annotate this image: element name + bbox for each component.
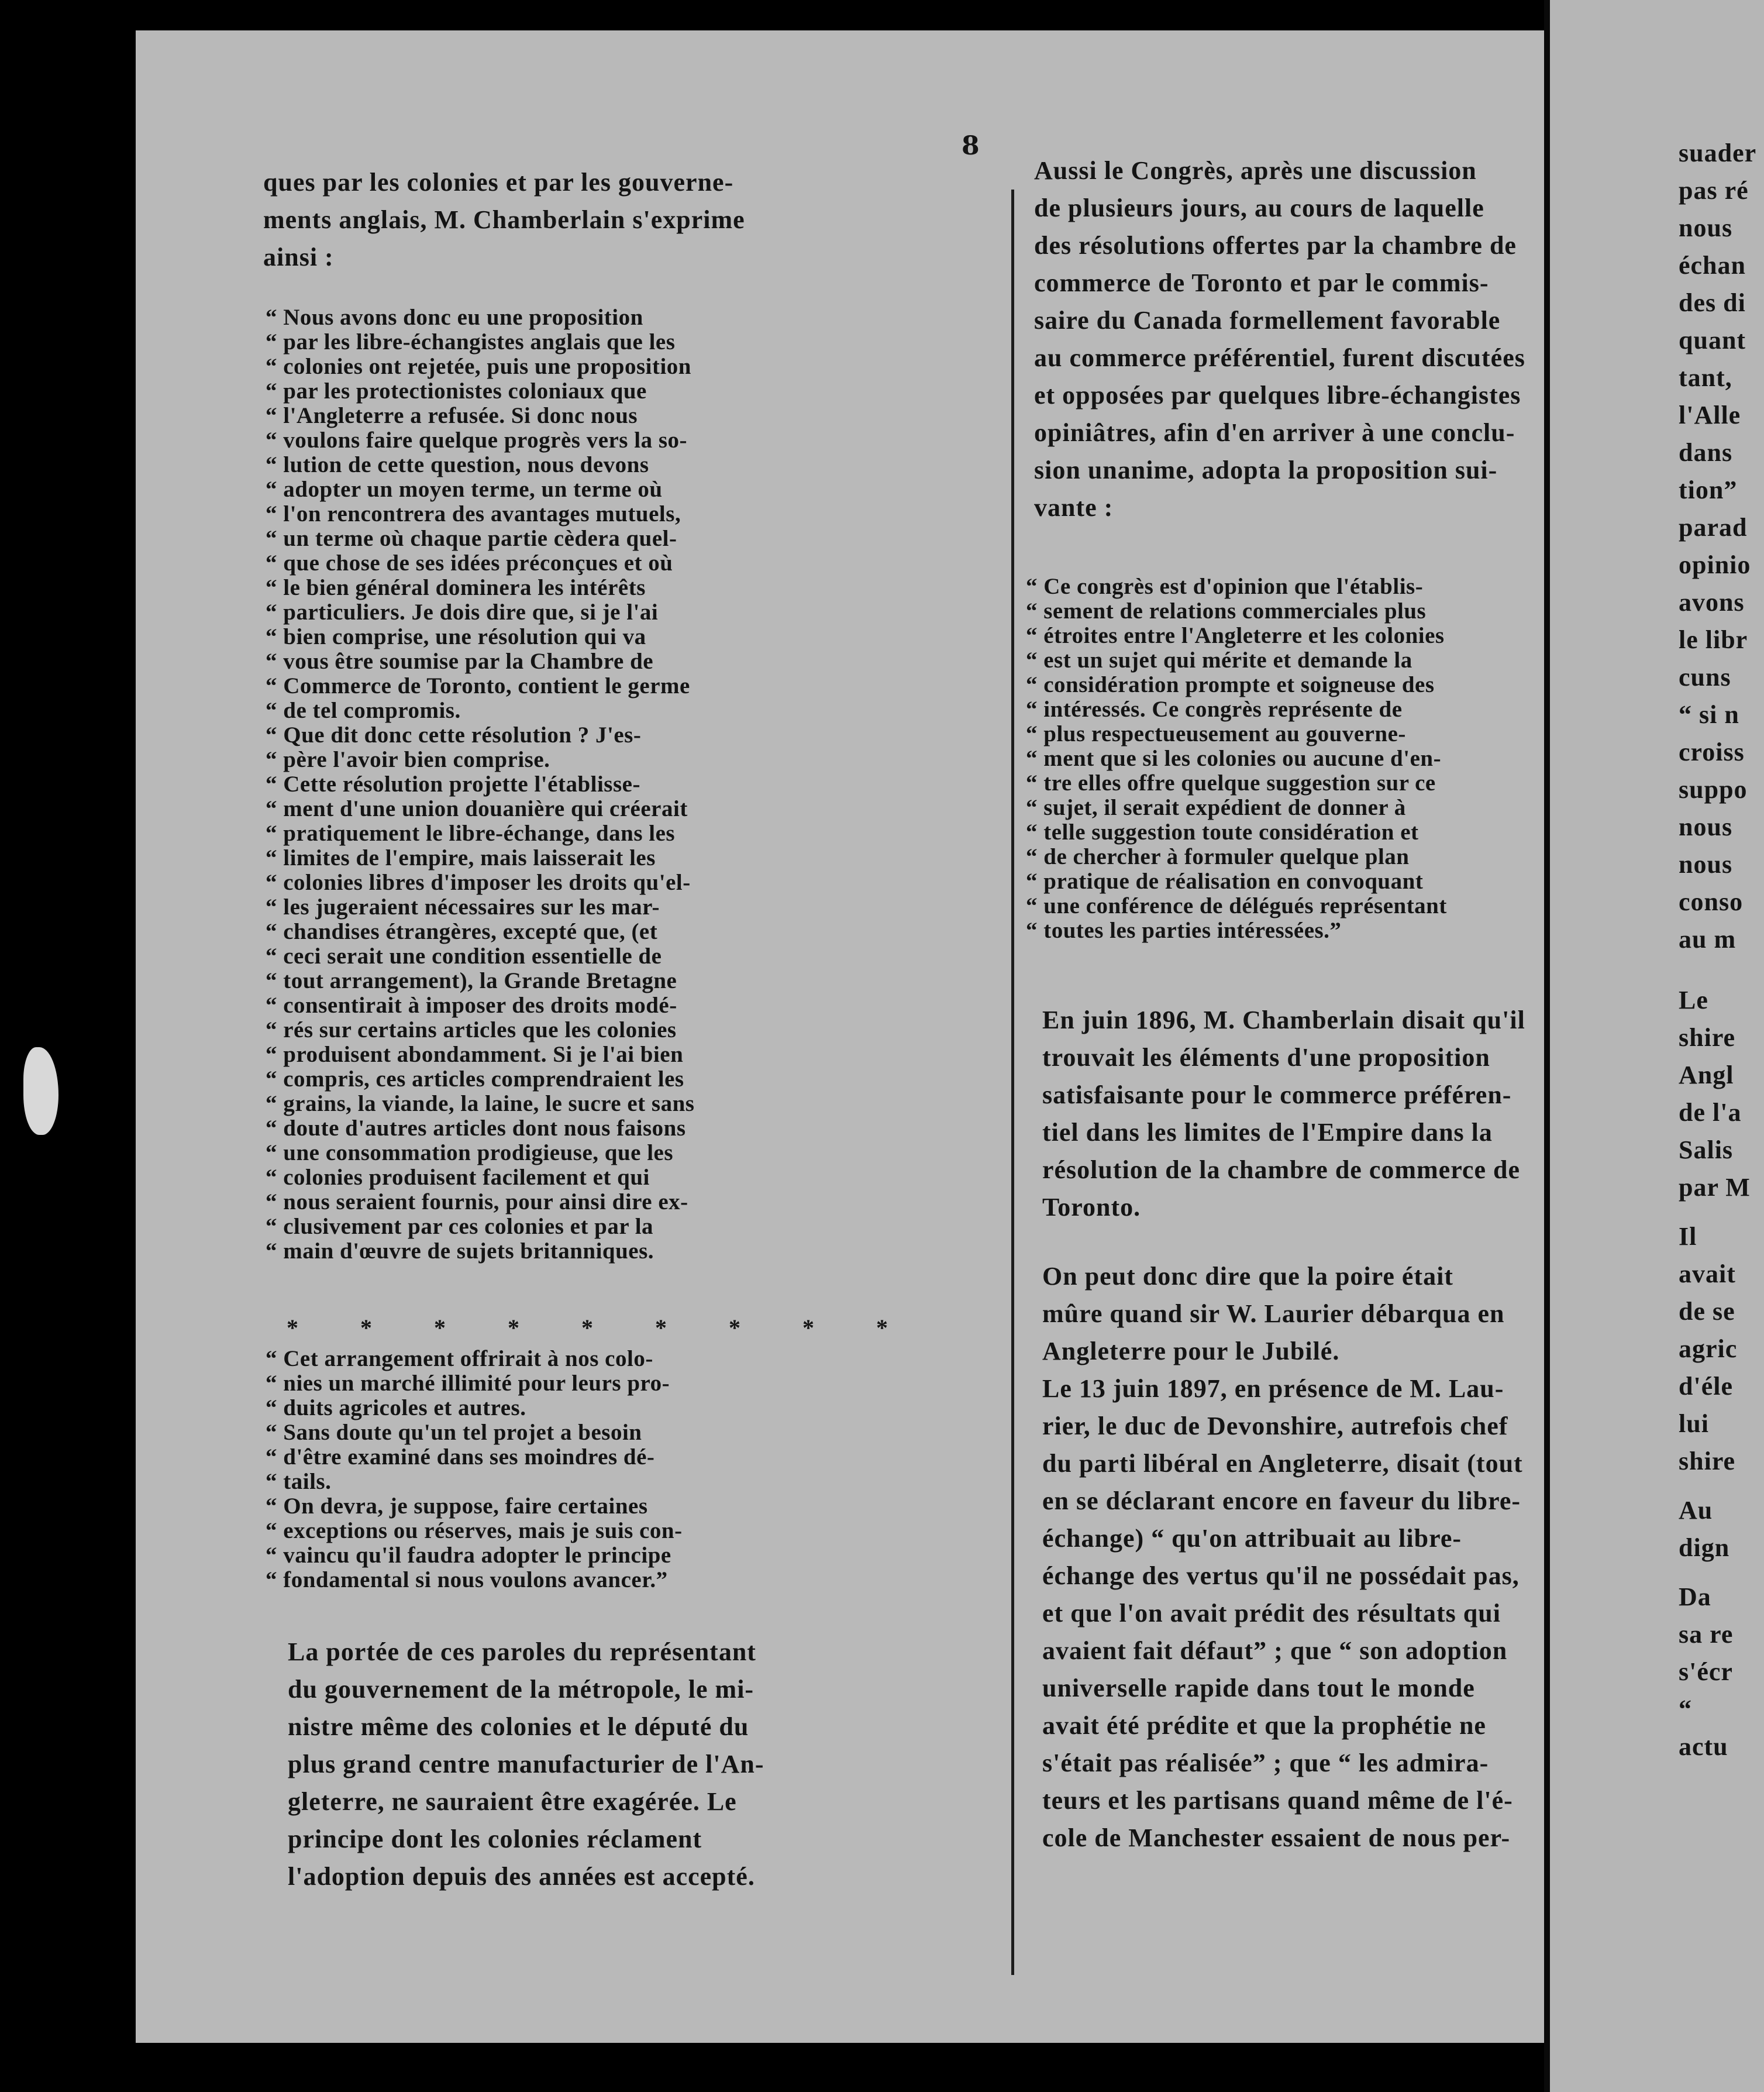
quote-line: “ étroites entre l'Angleterre et les colonies [1026, 623, 1445, 648]
text-line: sion unanime, adopta la proposition sui- [1034, 456, 1498, 484]
scanned-page-left [136, 30, 1551, 2043]
text-line: ques par les colonies et par les gouverne- [263, 168, 734, 197]
text-line: ments anglais, M. Chamberlain s'exprime [263, 205, 745, 234]
text-line: au commerce préférentiel, furent discutées [1034, 343, 1525, 372]
quote-line: “ Nous avons donc eu une proposition [266, 305, 643, 330]
quote-line: “ les jugeraient nécessaires sur les mar- [266, 894, 660, 920]
quote-line: “ Que dit donc cette résolution ? J'es- [266, 722, 642, 748]
page-number: 8 [962, 131, 980, 161]
quote-line: “ ment que si les colonies ou aucune d'en- [1026, 746, 1442, 771]
quote-line: “ main d'œuvre de sujets britanniques. [266, 1238, 654, 1264]
text-line: avaient fait défaut” ; que “ son adoption [1042, 1636, 1508, 1665]
fragment-line: d'éle [1679, 1372, 1733, 1401]
quote-line: “ par les protectionistes coloniaux que [266, 379, 647, 404]
quote-line: “ produisent abondamment. Si je l'ai bien [266, 1042, 684, 1067]
fragment-line: conso [1679, 887, 1744, 916]
text-line: commerce de Toronto et par le commis- [1034, 269, 1489, 297]
text-line: tiel dans les limites de l'Empire dans la [1042, 1118, 1493, 1147]
fragment-line: des di [1679, 288, 1746, 317]
quote-line: “ colonies libres d'imposer les droits qu'el- [266, 870, 691, 895]
text-line: en se déclarant encore en faveur du libre- [1042, 1487, 1521, 1515]
quote-line: “ colonies ont rejetée, puis une proposition [266, 354, 691, 379]
fragment-line: “ si n [1679, 700, 1739, 729]
quote-line: “ chandises étrangères, excepté que, (et [266, 919, 658, 944]
text-line: Aussi le Congrès, après une discussion [1034, 156, 1477, 185]
text-line: teurs et les partisans quand même de l'é- [1042, 1786, 1513, 1815]
quote-line: “ compris, ces articles comprendraient les [266, 1066, 684, 1092]
quote-line: “ toutes les parties intéressées.” [1026, 918, 1342, 943]
fragment-line: dign [1679, 1533, 1730, 1562]
quote-line: “ sujet, il serait expédient de donner à [1026, 795, 1406, 820]
adjacent-page-fragments [1679, 135, 1756, 1766]
quote-line: “ tails. [266, 1469, 332, 1494]
quote-line: “ bien comprise, une résolution qui va [266, 624, 646, 649]
quote-line: “ duits agricoles et autres. [266, 1395, 526, 1420]
left-closing-paragraph [288, 1633, 764, 1895]
fragment-line: parad [1679, 513, 1748, 542]
fragment-line: tant, [1679, 363, 1732, 392]
quote-line: “ grains, la viande, la laine, le sucre et sans [266, 1091, 695, 1116]
quote-line: “ de chercher à formuler quelque plan [1026, 844, 1410, 869]
text-line: trouvait les éléments d'une proposition [1042, 1043, 1490, 1072]
quote-line: “ adopter un moyen terme, un terme où [266, 477, 663, 502]
quote-line: “ pratique de réalisation en convoquant [1026, 869, 1424, 894]
right-para-devonshire [1042, 1370, 1523, 1857]
fragment-line: par M [1679, 1173, 1751, 1202]
fragment-line: nous [1679, 214, 1733, 242]
text-line: La portée de ces paroles du représentant [288, 1637, 756, 1666]
fragment-line: s'écr [1679, 1657, 1733, 1686]
section-stars: * * * * * * * * * [287, 1315, 916, 1341]
text-line: gleterre, ne sauraient être exagérée. Le [288, 1787, 737, 1816]
text-line: échange) “ qu'on attribuait au libre- [1042, 1524, 1462, 1553]
quote-line: “ fondamental si nous voulons avancer.” [266, 1567, 668, 1592]
scanned-page-right-edge [1550, 0, 1764, 2092]
text-line: des résolutions offertes par la chambre de [1034, 231, 1517, 260]
text-line: nistre même des colonies et le député du [288, 1712, 749, 1741]
quote-line: “ Ce congrès est d'opinion que l'établis- [1026, 574, 1424, 599]
fragment-line: dans [1679, 438, 1733, 467]
quote-line: “ vous être soumise par la Chambre de [266, 649, 654, 674]
fragment-line: suppo [1679, 775, 1748, 804]
fragment-line: croiss [1679, 738, 1745, 766]
fragment-line: quant [1679, 326, 1746, 355]
right-para-poire [1042, 1258, 1505, 1370]
text-line: rier, le duc de Devonshire, autrefois chef [1042, 1412, 1508, 1440]
quote-line: “ que chose de ses idées préconçues et où [266, 550, 673, 576]
chamberlain-quote-continued [266, 1347, 683, 1592]
quote-line: “ consentirait à imposer des droits modé- [266, 993, 677, 1018]
fragment-line: agric [1679, 1334, 1738, 1363]
fragment-line: échan [1679, 251, 1746, 280]
text-line: vante : [1034, 493, 1114, 522]
quote-line: “ On devra, je suppose, faire certaines [266, 1494, 648, 1519]
fragment-line: suader [1679, 139, 1757, 167]
text-line: Le 13 juin 1897, en présence de M. Lau- [1042, 1374, 1504, 1403]
fragment-line: au m [1679, 925, 1737, 954]
quote-line: “ lution de cette question, nous devons [266, 452, 649, 477]
fragment-line: sa re [1679, 1620, 1734, 1649]
text-line: satisfaisante pour le commerce préféren- [1042, 1081, 1512, 1109]
quote-line: “ Cette résolution projette l'établisse- [266, 772, 640, 797]
quote-line: “ nous seraient fournis, pour ainsi dire ex- [266, 1189, 688, 1214]
fragment-line: opinio [1679, 550, 1751, 579]
text-line: Toronto. [1042, 1193, 1141, 1222]
fragment-line: shire [1679, 1447, 1736, 1475]
quote-line: “ exceptions ou réserves, mais je suis con- [266, 1518, 683, 1543]
quote-line: “ Commerce de Toronto, contient le germe [266, 673, 690, 699]
quote-line: “ colonies produisent facilement et qui [266, 1165, 650, 1190]
quote-line: “ doute d'autres articles dont nous faisons [266, 1116, 686, 1141]
quote-line: “ considération prompte et soigneuse des [1026, 672, 1435, 697]
quote-line: “ vaincu qu'il faudra adopter le principe [266, 1543, 671, 1568]
quote-line: “ pratiquement le libre-échange, dans les [266, 821, 676, 846]
quote-line: “ Sans doute qu'un tel projet a besoin [266, 1420, 642, 1445]
scan-debris [23, 1047, 58, 1135]
column-divider [1011, 190, 1014, 1975]
text-line: l'adoption depuis des années est accepté. [288, 1862, 755, 1891]
quote-line: “ l'on rencontrera des avantages mutuels, [266, 501, 681, 527]
quote-line: “ rés sur certains articles que les colonies [266, 1017, 677, 1042]
text-line: résolution de la chambre de commerce de [1042, 1155, 1520, 1184]
fragment-line: nous [1679, 813, 1733, 841]
fragment-line: Il [1679, 1222, 1697, 1251]
text-line: avait été prédite et que la prophétie ne [1042, 1711, 1486, 1740]
quote-line: “ tout arrangement), la Grande Bretagne [266, 968, 677, 993]
fragment-line: de se [1679, 1297, 1735, 1326]
text-line: mûre quand sir W. Laurier débarqua en [1042, 1299, 1505, 1328]
right-para-congres [1034, 152, 1525, 527]
congres-resolution-quote [1026, 574, 1447, 943]
text-line: ainsi : [263, 243, 334, 271]
fragment-line: shire [1679, 1023, 1736, 1052]
text-line: cole de Manchester essaient de nous per- [1042, 1823, 1511, 1852]
right-para-juin-1896 [1042, 1002, 1525, 1226]
fragment-line: nous [1679, 850, 1733, 879]
text-line: échange des vertus qu'il ne possédait pas, [1042, 1561, 1520, 1590]
quote-line: “ sement de relations commerciales plus [1026, 598, 1427, 624]
text-line: et que l'on avait prédit des résultats qui [1042, 1599, 1501, 1628]
text-line: de plusieurs jours, au cours de laquelle [1034, 194, 1484, 222]
text-line: s'était pas réalisée” ; que “ les admira- [1042, 1749, 1489, 1777]
text-line: principe dont les colonies réclament [288, 1825, 702, 1853]
fragment-line: tion” [1679, 476, 1738, 504]
quote-line: “ l'Angleterre a refusée. Si donc nous [266, 403, 638, 428]
fragment-line: Salis [1679, 1136, 1734, 1164]
quote-line: “ particuliers. Je dois dire que, si je l'ai [266, 600, 659, 625]
fragment-line: cuns [1679, 663, 1731, 691]
chamberlain-quote [266, 305, 694, 1264]
quote-line: “ une conférence de délégués représentant [1026, 893, 1447, 918]
fragment-line: Angl [1679, 1061, 1734, 1089]
text-line: saire du Canada formellement favorable [1034, 306, 1501, 335]
text-line: plus grand centre manufacturier de l'An- [288, 1750, 764, 1778]
fragment-line: Au [1679, 1496, 1713, 1525]
fragment-line: actu [1679, 1732, 1728, 1761]
fragment-line: Da [1679, 1582, 1711, 1611]
quote-line: “ par les libre-échangistes anglais que les [266, 329, 676, 355]
quote-line: “ nies un marché illimité pour leurs pro- [266, 1371, 670, 1396]
quote-line: “ ment d'une union douanière qui créerait [266, 796, 688, 821]
text-line: universelle rapide dans tout le monde [1042, 1674, 1475, 1702]
text-line: du parti libéral en Angleterre, disait (tout [1042, 1449, 1523, 1478]
quote-line: “ intéressés. Ce congrès représente de [1026, 697, 1403, 722]
fragment-line: lui [1679, 1409, 1709, 1438]
fragment-line: avons [1679, 588, 1745, 617]
quote-line: “ telle suggestion toute considération et [1026, 820, 1419, 845]
fragment-line: le libr [1679, 625, 1748, 654]
quote-line: “ d'être examiné dans ses moindres dé- [266, 1444, 655, 1470]
quote-line: “ est un sujet qui mérite et demande la [1026, 648, 1412, 673]
quote-line: “ le bien général dominera les intérêts [266, 575, 646, 600]
quote-line: “ ceci serait une condition essentielle de [266, 944, 662, 969]
text-line: Angleterre pour le Jubilé. [1042, 1337, 1340, 1365]
quote-line: “ père l'avoir bien comprise. [266, 747, 550, 772]
fragment-line: l'Alle [1679, 401, 1741, 429]
quote-line: “ voulons faire quelque progrès vers la so- [266, 428, 687, 453]
fragment-line: de l'a [1679, 1098, 1742, 1127]
text-line: et opposées par quelques libre-échangistes [1034, 381, 1521, 410]
left-intro [263, 164, 745, 276]
quote-line: “ plus respectueusement au gouverne- [1026, 721, 1406, 746]
quote-line: “ tre elles offre quelque suggestion sur ce [1026, 770, 1436, 796]
quote-line: “ limites de l'empire, mais laisserait les [266, 845, 656, 870]
text-line: opiniâtres, afin d'en arriver à une conclu- [1034, 418, 1515, 447]
text-line: On peut donc dire que la poire était [1042, 1262, 1453, 1291]
fragment-line: “ [1679, 1695, 1692, 1723]
quote-line: “ une consommation prodigieuse, que les [266, 1140, 674, 1165]
quote-line: “ un terme où chaque partie cèdera quel- [266, 526, 677, 551]
fragment-line: avait [1679, 1260, 1736, 1288]
fragment-line: pas ré [1679, 176, 1749, 205]
text-line: En juin 1896, M. Chamberlain disait qu'il [1042, 1006, 1525, 1034]
text-line: du gouvernement de la métropole, le mi- [288, 1675, 754, 1704]
fragment-line: Le [1679, 986, 1708, 1014]
quote-line: “ Cet arrangement offrirait à nos colo- [266, 1346, 653, 1371]
quote-line: “ de tel compromis. [266, 698, 461, 723]
quote-line: “ clusivement par ces colonies et par la [266, 1214, 654, 1239]
